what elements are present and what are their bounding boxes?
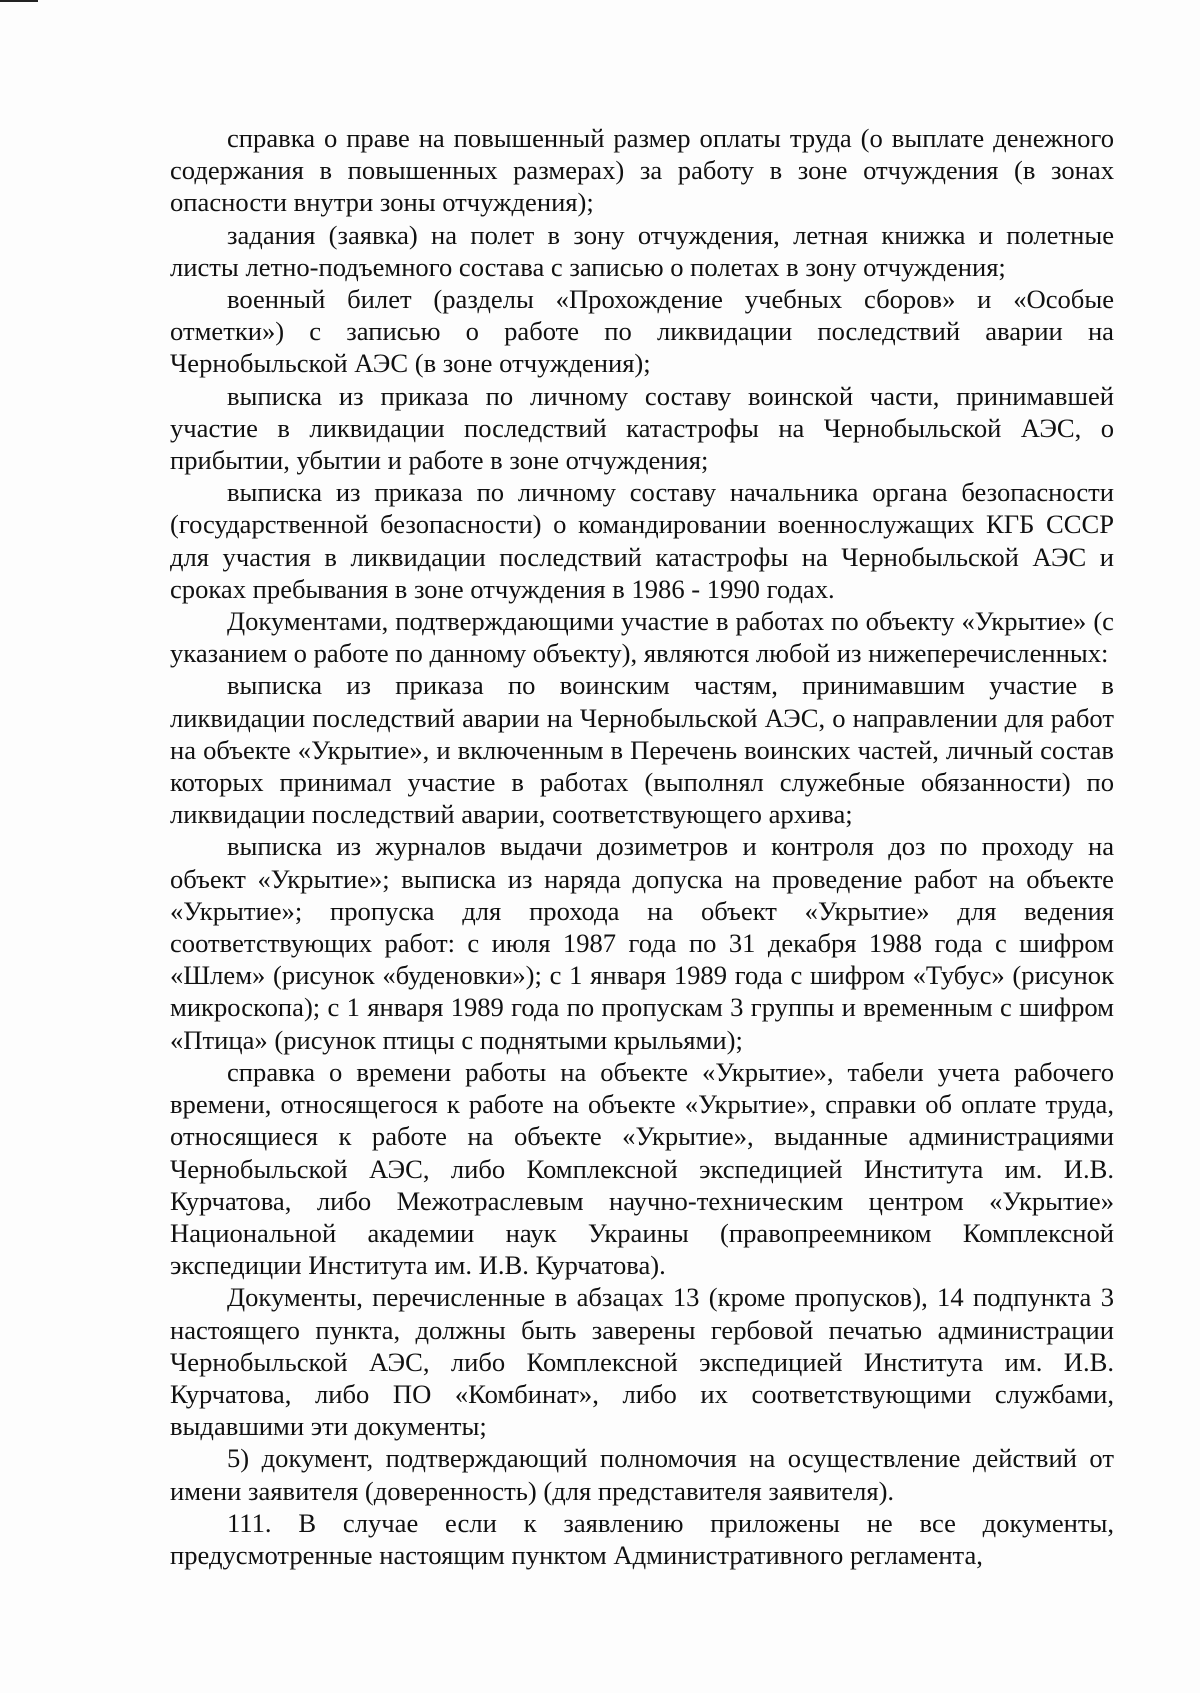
paragraph: справка о времени работы на объекте «Укрытие», табели учета рабочего времени, относящегося к работе на объекте «Укрытие», справки об оплате труда, относящиеся к работе на объекте «Укрытие», выданные администрациями Чернобыльской АЭС, либо Комплексной экспедицией Института им. И.В. Курчатова, либо Межотраслевым научно-техническим центром «Укрытие» Национальной академии наук Украины (правопреемником Комплексной экспедиции Института им. И.В. Курчатова).: [170, 1056, 1114, 1281]
paragraph: справка о праве на повышенный размер оплаты труда (о выплате денежного содержания в повышенных размерах) за работу в зоне отчуждения (в зонах опасности внутри зоны отчуждения);: [170, 123, 1114, 218]
paragraph: выписка из приказа по личному составу начальника органа безопасности (государственной безопасности) о командировании военнослужащих КГБ СССР для участия в ликвидации последствий катастрофы на Чернобыльской АЭС и сроках пребывания в зоне отчуждения в 1986 - 1990 годах.: [170, 477, 1114, 604]
paragraph: военный билет (разделы «Прохождение учебных сборов» и «Особые отметки») с записью о работе по ликвидации последствий аварии на Чернобыльской АЭС (в зоне отчуждения);: [170, 284, 1114, 379]
scan-corner-line: [0, 0, 38, 2]
paragraph: задания (заявка) на полет в зону отчуждения, летная книжка и полетные листы летно-подъемного состава с записью о полетах в зону отчуждения;: [170, 219, 1114, 282]
paragraph: выписка из журналов выдачи дозиметров и контроля доз по проходу на объект «Укрытие»; выписка из наряда допуска на проведение работ на объекте «Укрытие»; пропуска для прохода на объект «Укрытие» для ведения соответствующих работ: с июля 1987 года по 31 декабря 1988 года с шифром «Шлем» (рисунок «буденовки»); с 1 января 1989 года с шифром «Тубус» (рисунок микроскопа); с 1 января 1989 года по пропускам 3 группы и временным с шифром «Птица» (рисунок птицы с поднятыми крыльями);: [170, 831, 1114, 1055]
paragraph: выписка из приказа по личному составу воинской части, принимавшей участие в ликвидации последствий катастрофы на Чернобыльской АЭС, о прибытии, убытии и работе в зоне отчуждения;: [170, 380, 1114, 476]
paragraph: 111. В случае если к заявлению приложены не все документы, предусмотренные настоящим пунктом Административного регламента,: [170, 1507, 1114, 1570]
paragraph: выписка из приказа по воинским частям, принимавшим участие в ликвидации последствий аварии на Чернобыльской АЭС, о направлении для работ на объекте «Укрытие», и включенным в Перечень воинских частей, личный состав которых принимал участие в работах (выполнял служебные обязанности) по ликвидации последствий аварии, соответствующего архива;: [170, 670, 1114, 830]
paragraph: Документами, подтверждающими участие в работах по объекту «Укрытие» (с указанием о работе по данному объекту), являются любой из нижеперечисленных:: [170, 606, 1114, 669]
paragraph: 5) документ, подтверждающий полномочия на осуществление действий от имени заявителя (доверенность) (для представителя заявителя).: [170, 1443, 1114, 1506]
document-body: [170, 122, 1114, 1571]
paragraph: Документы, перечисленные в абзацах 13 (кроме пропусков), 14 подпункта 3 настоящего пункта, должны быть заверены гербовой печатью администрации Чернобыльской АЭС, либо Комплексной экспедицией Института им. И.В. Курчатова, либо ПО «Комбинат», либо их соответствующими службами, выдавшими эти документы;: [170, 1282, 1114, 1442]
